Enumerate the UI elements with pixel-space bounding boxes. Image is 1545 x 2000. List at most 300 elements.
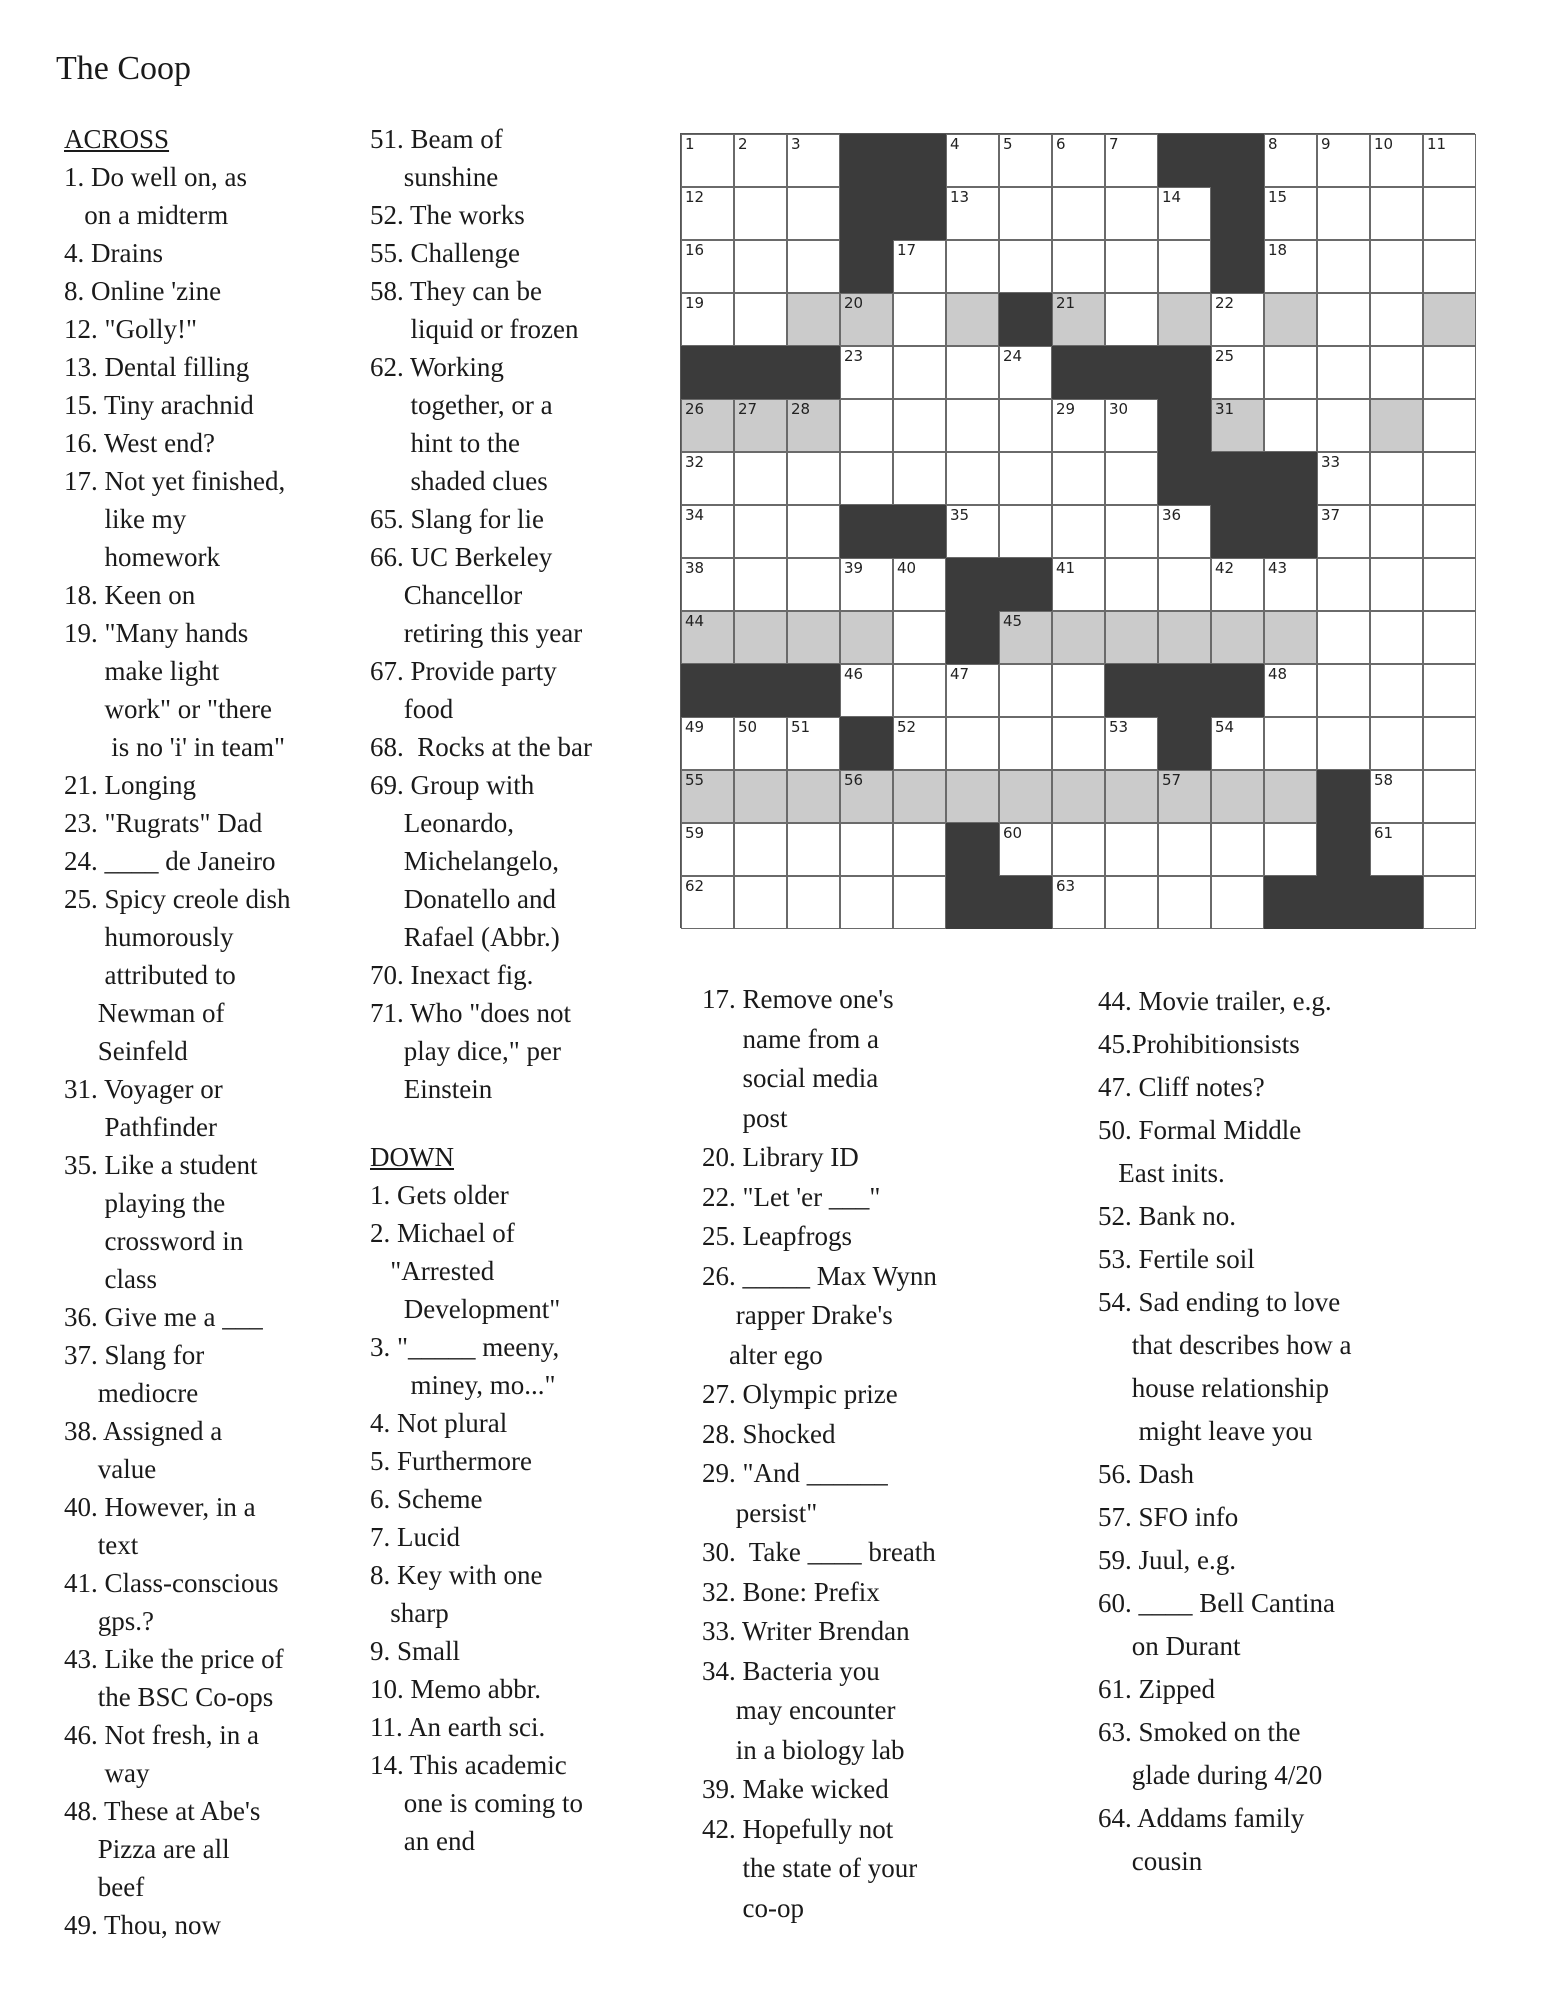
grid-cell[interactable]	[999, 452, 1052, 505]
grid-cell[interactable]	[1211, 399, 1264, 452]
grid-cell[interactable]	[1317, 240, 1370, 293]
grid-cell[interactable]	[893, 823, 946, 876]
grid-cell[interactable]	[1264, 558, 1317, 611]
grid-cell[interactable]	[734, 558, 787, 611]
grid-cell[interactable]	[1370, 664, 1423, 717]
clue-item: 1. Do well on, as on a midterm	[64, 162, 247, 230]
grid-block	[1211, 240, 1264, 293]
clue-item: 59. Juul, e.g.	[1098, 1545, 1236, 1575]
grid-block	[893, 505, 946, 558]
grid-cell[interactable]	[1052, 717, 1105, 770]
clue-item: 64. Addams family cousin	[1098, 1803, 1305, 1876]
grid-number: 9	[1321, 135, 1331, 153]
grid-cell[interactable]	[1105, 558, 1158, 611]
grid-cell[interactable]	[1370, 823, 1423, 876]
grid-number: 55	[685, 771, 705, 789]
grid-number: 3	[791, 135, 801, 153]
grid-cell[interactable]	[1052, 399, 1105, 452]
grid-cell[interactable]	[787, 611, 840, 664]
clue-item: 55. Challenge	[370, 238, 520, 268]
grid-cell[interactable]	[787, 770, 840, 823]
grid-cell[interactable]	[1105, 293, 1158, 346]
grid-number: 54	[1215, 718, 1235, 736]
clue-item: 41. Class-conscious gps.?	[64, 1568, 279, 1636]
grid-cell[interactable]	[893, 770, 946, 823]
grid-cell[interactable]	[1423, 876, 1476, 929]
grid-cell[interactable]	[1370, 240, 1423, 293]
grid-cell[interactable]	[1423, 558, 1476, 611]
grid-cell[interactable]	[1370, 770, 1423, 823]
clue-item: 4. Drains	[64, 238, 163, 268]
grid-cell[interactable]	[787, 134, 840, 187]
grid-block	[946, 876, 999, 929]
clue-item: 3. "_____ meeny, miney, mo..."	[370, 1332, 560, 1400]
grid-cell[interactable]	[1264, 346, 1317, 399]
grid-number: 18	[1268, 241, 1288, 259]
grid-cell[interactable]	[1264, 611, 1317, 664]
clue-column-1	[64, 120, 290, 1944]
grid-cell[interactable]	[1317, 611, 1370, 664]
grid-cell[interactable]	[999, 664, 1052, 717]
grid-cell[interactable]	[840, 770, 893, 823]
grid-cell[interactable]	[787, 187, 840, 240]
grid-cell[interactable]	[1370, 346, 1423, 399]
grid-cell[interactable]	[999, 770, 1052, 823]
grid-cell[interactable]	[1105, 876, 1158, 929]
grid-number: 31	[1215, 400, 1235, 418]
grid-number: 2	[738, 135, 748, 153]
grid-cell[interactable]	[1052, 505, 1105, 558]
grid-cell[interactable]	[734, 293, 787, 346]
grid-cell[interactable]	[1211, 611, 1264, 664]
grid-cell[interactable]	[1264, 717, 1317, 770]
grid-cell[interactable]	[1423, 770, 1476, 823]
grid-number: 60	[1003, 824, 1023, 842]
grid-cell[interactable]	[893, 717, 946, 770]
clue-item: 13. Dental filling	[64, 352, 250, 382]
grid-cell[interactable]	[1158, 823, 1211, 876]
grid-cell[interactable]	[893, 240, 946, 293]
grid-number: 44	[685, 612, 705, 630]
grid-cell[interactable]	[681, 452, 734, 505]
grid-cell[interactable]	[787, 505, 840, 558]
grid-block	[999, 876, 1052, 929]
grid-cell[interactable]	[1370, 452, 1423, 505]
grid-cell[interactable]	[681, 240, 734, 293]
grid-cell[interactable]	[1052, 187, 1105, 240]
grid-cell[interactable]	[1052, 770, 1105, 823]
grid-cell[interactable]	[1423, 399, 1476, 452]
grid-cell[interactable]	[1264, 770, 1317, 823]
grid-number: 52	[897, 718, 917, 736]
grid-number: 10	[1374, 135, 1394, 153]
clue-item: 10. Memo abbr.	[370, 1674, 541, 1704]
grid-cell[interactable]	[893, 452, 946, 505]
grid-number: 24	[1003, 347, 1023, 365]
grid-cell[interactable]	[1423, 505, 1476, 558]
grid-cell[interactable]	[734, 770, 787, 823]
grid-cell[interactable]	[1264, 134, 1317, 187]
grid-cell[interactable]	[1317, 293, 1370, 346]
grid-cell[interactable]	[1317, 717, 1370, 770]
grid-cell[interactable]	[1211, 346, 1264, 399]
grid-cell[interactable]	[1317, 452, 1370, 505]
grid-number: 23	[844, 347, 864, 365]
grid-cell[interactable]	[1264, 399, 1317, 452]
grid-cell[interactable]	[681, 823, 734, 876]
grid-cell[interactable]	[1105, 823, 1158, 876]
grid-cell[interactable]	[1105, 187, 1158, 240]
grid-cell[interactable]	[1423, 134, 1476, 187]
grid-cell[interactable]	[734, 505, 787, 558]
grid-cell[interactable]	[1423, 664, 1476, 717]
grid-number: 51	[791, 718, 811, 736]
grid-cell[interactable]	[1317, 505, 1370, 558]
grid-block	[999, 558, 1052, 611]
grid-cell[interactable]	[1423, 717, 1476, 770]
clue-item: 47. Cliff notes?	[1098, 1072, 1265, 1102]
grid-block	[1317, 876, 1370, 929]
grid-cell[interactable]	[1211, 876, 1264, 929]
grid-cell[interactable]	[1370, 611, 1423, 664]
clue-item: 46. Not fresh, in a way	[64, 1720, 259, 1788]
grid-cell[interactable]	[734, 611, 787, 664]
clue-item: 8. Online 'zine	[64, 276, 222, 306]
grid-cell[interactable]	[1370, 134, 1423, 187]
grid-cell[interactable]	[734, 399, 787, 452]
clue-item: 17. Not yet finished, like my homework	[64, 466, 286, 572]
grid-block	[1211, 505, 1264, 558]
grid-cell[interactable]	[893, 558, 946, 611]
grid-cell[interactable]	[681, 717, 734, 770]
clue-item: 63. Smoked on the glade during 4/20	[1098, 1717, 1323, 1790]
grid-number: 27	[738, 400, 758, 418]
grid-cell[interactable]	[1105, 399, 1158, 452]
grid-cell[interactable]	[999, 134, 1052, 187]
grid-cell[interactable]	[946, 293, 999, 346]
clue-item: 16. West end?	[64, 428, 216, 458]
grid-cell[interactable]	[1317, 134, 1370, 187]
clue-item: 12. "Golly!"	[64, 314, 198, 344]
grid-block	[893, 187, 946, 240]
grid-cell[interactable]	[946, 187, 999, 240]
grid-cell[interactable]	[734, 452, 787, 505]
grid-cell[interactable]	[840, 611, 893, 664]
grid-cell[interactable]	[1370, 399, 1423, 452]
grid-number: 17	[897, 241, 917, 259]
grid-number: 45	[1003, 612, 1023, 630]
grid-cell[interactable]	[681, 187, 734, 240]
grid-cell[interactable]	[840, 558, 893, 611]
grid-cell[interactable]	[1211, 558, 1264, 611]
grid-number: 14	[1162, 188, 1182, 206]
grid-cell[interactable]	[1158, 611, 1211, 664]
grid-cell[interactable]	[681, 611, 734, 664]
grid-cell[interactable]	[1423, 187, 1476, 240]
grid-cell[interactable]	[946, 717, 999, 770]
grid-number: 53	[1109, 718, 1129, 736]
grid-cell[interactable]	[999, 187, 1052, 240]
grid-cell[interactable]	[1158, 770, 1211, 823]
grid-block	[946, 558, 999, 611]
grid-block	[840, 717, 893, 770]
grid-number: 15	[1268, 188, 1288, 206]
grid-cell[interactable]	[1052, 240, 1105, 293]
grid-cell[interactable]	[1211, 823, 1264, 876]
grid-cell[interactable]	[1370, 558, 1423, 611]
grid-cell[interactable]	[1264, 240, 1317, 293]
grid-cell[interactable]	[787, 717, 840, 770]
clue-item: 4. Not plural	[370, 1408, 508, 1438]
grid-block	[1211, 187, 1264, 240]
grid-cell[interactable]	[681, 399, 734, 452]
clue-item: 24. ____ de Janeiro	[64, 846, 276, 876]
grid-cell[interactable]	[1317, 187, 1370, 240]
grid-number: 4	[950, 135, 960, 153]
clue-item: 33. Writer Brendan	[702, 1616, 910, 1646]
grid-cell[interactable]	[946, 770, 999, 823]
grid-cell[interactable]	[1211, 293, 1264, 346]
grid-cell[interactable]	[1423, 346, 1476, 399]
grid-cell[interactable]	[1158, 187, 1211, 240]
grid-cell[interactable]	[734, 717, 787, 770]
grid-cell[interactable]	[1423, 293, 1476, 346]
grid-cell[interactable]	[1158, 240, 1211, 293]
clue-item: 68. Rocks at the bar	[370, 732, 592, 762]
grid-cell[interactable]	[946, 399, 999, 452]
grid-number: 49	[685, 718, 705, 736]
grid-cell[interactable]	[1052, 558, 1105, 611]
grid-cell[interactable]	[999, 346, 1052, 399]
grid-number: 47	[950, 665, 970, 683]
grid-number: 56	[844, 771, 864, 789]
clue-item: 21. Longing	[64, 770, 196, 800]
grid-cell[interactable]	[787, 823, 840, 876]
clue-item: 53. Fertile soil	[1098, 1244, 1255, 1274]
grid-block	[1158, 452, 1211, 505]
grid-cell[interactable]	[787, 876, 840, 929]
grid-cell[interactable]	[946, 505, 999, 558]
grid-number: 37	[1321, 506, 1341, 524]
clue-item: 2. Michael of "Arrested Development"	[370, 1218, 561, 1324]
grid-cell[interactable]	[1052, 611, 1105, 664]
grid-number: 7	[1109, 135, 1119, 153]
grid-cell[interactable]	[787, 399, 840, 452]
grid-cell[interactable]	[999, 717, 1052, 770]
grid-cell[interactable]	[946, 240, 999, 293]
grid-cell[interactable]	[681, 876, 734, 929]
grid-number: 19	[685, 294, 705, 312]
clue-item: 1. Gets older	[370, 1180, 509, 1210]
grid-cell[interactable]	[946, 664, 999, 717]
grid-block	[946, 823, 999, 876]
grid-cell[interactable]	[1423, 240, 1476, 293]
grid-cell[interactable]	[1052, 134, 1105, 187]
grid-cell[interactable]	[1264, 664, 1317, 717]
grid-cell[interactable]	[681, 134, 734, 187]
grid-block	[1158, 346, 1211, 399]
clue-item: 28. Shocked	[702, 1418, 836, 1449]
grid-cell[interactable]	[946, 346, 999, 399]
grid-cell[interactable]	[1158, 293, 1211, 346]
grid-number: 39	[844, 559, 864, 577]
grid-cell[interactable]	[999, 611, 1052, 664]
grid-cell[interactable]	[1211, 717, 1264, 770]
grid-block	[840, 134, 893, 187]
grid-cell[interactable]	[734, 187, 787, 240]
grid-number: 57	[1162, 771, 1182, 789]
grid-cell[interactable]	[1105, 240, 1158, 293]
clue-item: 22. "Let 'er ___"	[702, 1181, 881, 1212]
grid-cell[interactable]	[946, 134, 999, 187]
grid-cell[interactable]	[1105, 505, 1158, 558]
clue-item: 11. An earth sci.	[370, 1712, 546, 1742]
grid-block	[1317, 770, 1370, 823]
grid-number: 42	[1215, 559, 1235, 577]
clue-item: 18. Keen on	[64, 580, 196, 610]
grid-cell[interactable]	[1423, 823, 1476, 876]
grid-cell[interactable]	[1370, 187, 1423, 240]
grid-block	[681, 346, 734, 399]
grid-block	[999, 293, 1052, 346]
grid-cell[interactable]	[840, 823, 893, 876]
clue-item: 43. Like the price of the BSC Co-ops	[64, 1644, 284, 1712]
grid-cell[interactable]	[893, 346, 946, 399]
grid-cell[interactable]	[946, 452, 999, 505]
clue-item: 30. Take ____ breath	[702, 1537, 936, 1567]
grid-block	[1158, 134, 1211, 187]
grid-cell[interactable]	[840, 664, 893, 717]
grid-cell[interactable]	[999, 505, 1052, 558]
grid-cell[interactable]	[1105, 611, 1158, 664]
clue-item: 51. Beam of sunshine	[370, 124, 503, 192]
grid-cell[interactable]	[1317, 399, 1370, 452]
grid-cell[interactable]	[840, 346, 893, 399]
grid-cell[interactable]	[1264, 823, 1317, 876]
grid-cell[interactable]	[734, 876, 787, 929]
grid-cell[interactable]	[1158, 876, 1211, 929]
clue-item: 66. UC Berkeley Chancellor retiring this year	[370, 542, 583, 648]
grid-block	[840, 240, 893, 293]
grid-cell[interactable]	[1052, 664, 1105, 717]
grid-number: 16	[685, 241, 705, 259]
grid-cell[interactable]	[1211, 770, 1264, 823]
grid-cell[interactable]	[787, 452, 840, 505]
grid-cell[interactable]	[734, 134, 787, 187]
grid-block	[1158, 717, 1211, 770]
grid-cell[interactable]	[1052, 876, 1105, 929]
clue-item: 44. Movie trailer, e.g.	[1098, 986, 1332, 1016]
grid-cell[interactable]	[734, 240, 787, 293]
grid-cell[interactable]	[893, 611, 946, 664]
grid-cell[interactable]	[1423, 452, 1476, 505]
grid-number: 40	[897, 559, 917, 577]
grid-number: 6	[1056, 135, 1066, 153]
grid-block	[1264, 876, 1317, 929]
clue-column-4	[1098, 980, 1351, 1883]
grid-cell[interactable]	[1158, 558, 1211, 611]
grid-cell[interactable]	[840, 399, 893, 452]
grid-cell[interactable]	[1317, 664, 1370, 717]
grid-cell[interactable]	[1052, 293, 1105, 346]
grid-number: 36	[1162, 506, 1182, 524]
grid-cell[interactable]	[1052, 823, 1105, 876]
grid-number: 48	[1268, 665, 1288, 683]
grid-cell[interactable]	[1105, 717, 1158, 770]
grid-cell[interactable]	[1264, 293, 1317, 346]
grid-block	[1317, 823, 1370, 876]
grid-cell[interactable]	[1423, 611, 1476, 664]
grid-cell[interactable]	[999, 823, 1052, 876]
clue-item: 6. Scheme	[370, 1484, 483, 1514]
grid-cell[interactable]	[681, 293, 734, 346]
grid-cell[interactable]	[999, 240, 1052, 293]
grid-number: 30	[1109, 400, 1129, 418]
grid-cell[interactable]	[787, 240, 840, 293]
grid-number: 32	[685, 453, 705, 471]
clue-item: 25. Spicy creole dish humorously attributed to Newman of Seinfeld	[64, 884, 291, 1066]
grid-number: 25	[1215, 347, 1235, 365]
grid-cell[interactable]	[1370, 505, 1423, 558]
grid-cell[interactable]	[1105, 452, 1158, 505]
grid-cell[interactable]	[840, 293, 893, 346]
grid-number: 61	[1374, 824, 1394, 842]
page-title: The Coop	[56, 50, 192, 87]
grid-cell[interactable]	[681, 505, 734, 558]
clue-item: 71. Who "does not play dice," per Einstein	[370, 998, 572, 1104]
grid-cell[interactable]	[1264, 187, 1317, 240]
grid-cell[interactable]	[734, 823, 787, 876]
down-header: DOWN	[370, 1142, 454, 1172]
clue-item: 52. Bank no.	[1098, 1201, 1236, 1231]
grid-cell[interactable]	[893, 664, 946, 717]
grid-cell[interactable]	[893, 876, 946, 929]
clue-item: 52. The works	[370, 200, 525, 230]
clue-item: 17. Remove one's name from a social media post	[702, 984, 894, 1133]
grid-cell[interactable]	[1317, 558, 1370, 611]
grid-cell[interactable]	[787, 293, 840, 346]
grid-cell[interactable]	[893, 399, 946, 452]
grid-cell[interactable]	[1317, 346, 1370, 399]
grid-number: 38	[685, 559, 705, 577]
grid-cell[interactable]	[787, 558, 840, 611]
grid-cell[interactable]	[1370, 293, 1423, 346]
grid-number: 29	[1056, 400, 1076, 418]
grid-cell[interactable]	[840, 452, 893, 505]
grid-number: 12	[685, 188, 705, 206]
clue-item: 23. "Rugrats" Dad	[64, 808, 263, 838]
clue-item: 62. Working together, or a hint to the shaded clues	[370, 352, 553, 496]
grid-block	[734, 346, 787, 399]
grid-cell[interactable]	[1105, 134, 1158, 187]
grid-cell[interactable]	[1105, 770, 1158, 823]
grid-cell[interactable]	[1052, 452, 1105, 505]
clue-item: 61. Zipped	[1098, 1674, 1215, 1704]
grid-block	[893, 134, 946, 187]
grid-cell[interactable]	[999, 399, 1052, 452]
grid-cell[interactable]	[840, 876, 893, 929]
grid-cell[interactable]	[681, 558, 734, 611]
grid-block	[840, 505, 893, 558]
grid-number: 35	[950, 506, 970, 524]
clue-item: 15. Tiny arachnid	[64, 390, 254, 420]
grid-cell[interactable]	[681, 770, 734, 823]
grid-number: 63	[1056, 877, 1076, 895]
grid-cell[interactable]	[893, 293, 946, 346]
grid-cell[interactable]	[1370, 717, 1423, 770]
grid-number: 43	[1268, 559, 1288, 577]
grid-cell[interactable]	[1158, 505, 1211, 558]
